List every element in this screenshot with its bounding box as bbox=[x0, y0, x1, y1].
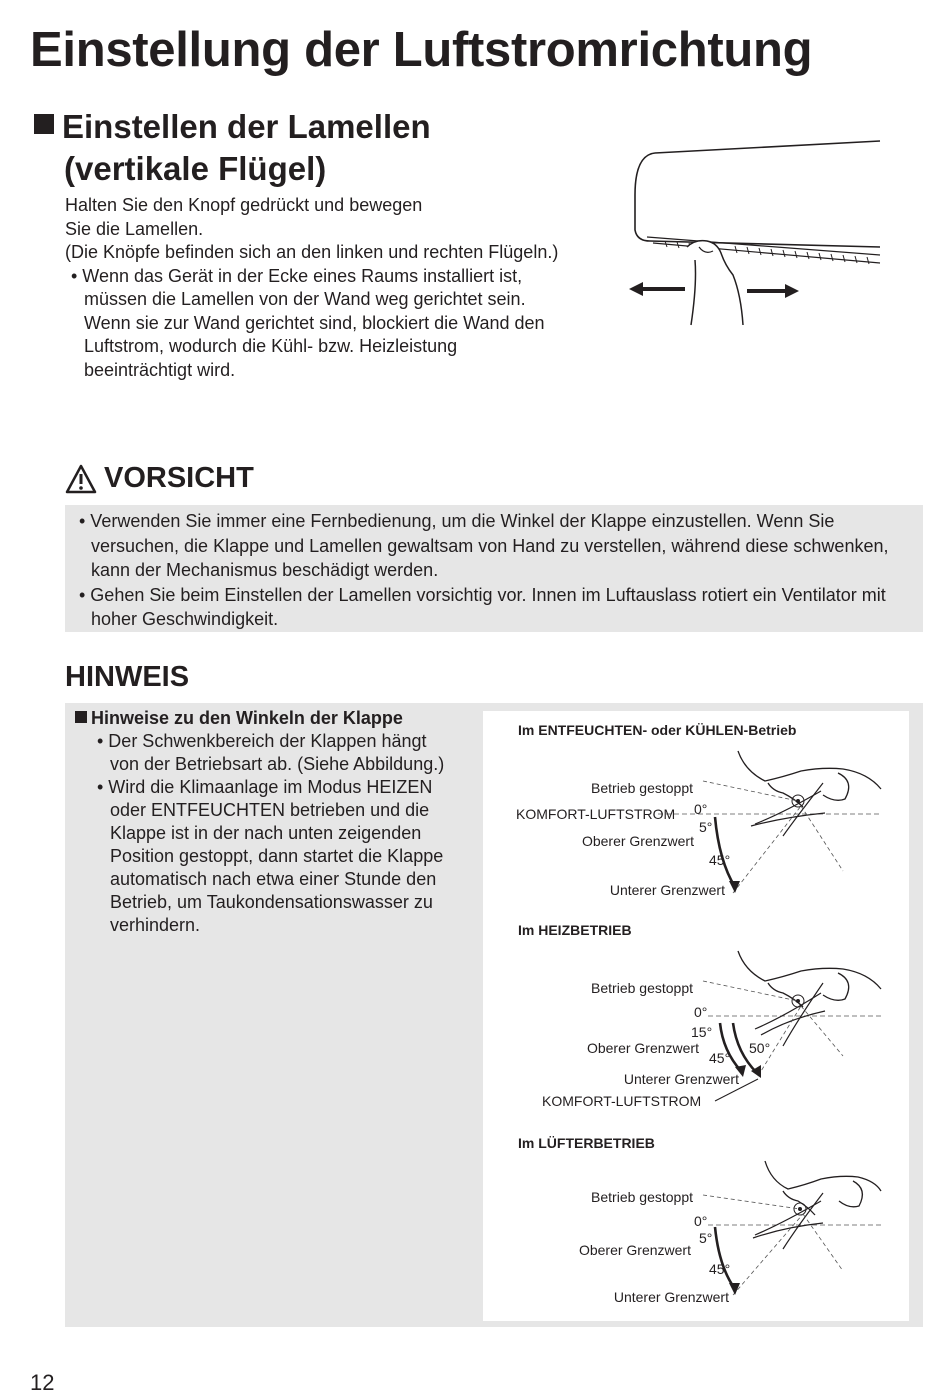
diagram-cool-angle-45: 45° bbox=[709, 852, 731, 868]
flap-angle-diagrams bbox=[483, 711, 909, 1321]
diagram-cool-angle-5: 5° bbox=[699, 819, 713, 835]
note-line: verhindern. bbox=[110, 915, 201, 935]
section-title-line1: Einstellen der Lamellen bbox=[62, 108, 431, 145]
section-title bbox=[34, 106, 431, 190]
louver-adjust-illustration bbox=[625, 135, 885, 335]
diagram-heat-komfort: KOMFORT-LUFTSTROM bbox=[542, 1093, 702, 1109]
diagram-heat-stopped: Betrieb gestoppt bbox=[591, 980, 693, 996]
diagram-heat bbox=[518, 922, 881, 1109]
page-number: 12 bbox=[30, 1370, 55, 1395]
diagram-fan-lower: Unterer Grenzwert bbox=[613, 1289, 729, 1305]
diagram-cool bbox=[516, 722, 881, 898]
diagram-fan-angle-45: 45° bbox=[709, 1261, 731, 1277]
diagram-fan-angle-0: 0° bbox=[694, 1213, 708, 1229]
note-text bbox=[75, 707, 485, 937]
page-title: Einstellung der Luftstromrichtung bbox=[30, 23, 813, 77]
note-subheading bbox=[75, 707, 485, 730]
note-line: Betrieb, um Taukondensationswasser zu bbox=[110, 892, 433, 912]
intro-bullet-line: Wenn sie zur Wand gerichtet sind, blockiert die Wand den bbox=[84, 312, 545, 333]
diagram-heat-title: Im HEIZBETRIEB bbox=[518, 922, 632, 938]
diagram-cool-upper: Oberer Grenzwert bbox=[581, 833, 694, 849]
diagram-heat-lower: Unterer Grenzwert bbox=[623, 1071, 739, 1087]
note-subheading-text: Hinweise zu den Winkeln der Klappe bbox=[91, 708, 403, 728]
diagram-heat-upper: Oberer Grenzwert bbox=[586, 1040, 699, 1056]
diagram-cool-title: Im ENTFEUCHTEN- oder KÜHLEN-Betrieb bbox=[518, 722, 797, 738]
intro-line: (Die Knöpfe befinden sich an den linken und rechten Flügeln.) bbox=[65, 242, 559, 262]
diagram-cool-stopped: Betrieb gestoppt bbox=[591, 780, 693, 796]
square-bullet-icon bbox=[34, 114, 54, 134]
diagram-heat-angle-15: 15° bbox=[691, 1024, 713, 1040]
note-line: • Wird die Klimaanlage im Modus HEIZEN bbox=[97, 777, 433, 797]
note-box bbox=[65, 703, 923, 1327]
diagram-heat-angle-45: 45° bbox=[709, 1050, 731, 1066]
warning-triangle-icon bbox=[65, 464, 97, 494]
intro-text bbox=[65, 194, 605, 382]
intro-bullet-line: • Wenn das Gerät in der Ecke eines Raums installiert ist, bbox=[71, 265, 523, 286]
intro-bullet-line: müssen die Lamellen von der Wand weg gerichtet sein. bbox=[84, 289, 526, 309]
diagram-heat-angle-50: 50° bbox=[749, 1040, 771, 1056]
flap-angle-diagram-svg bbox=[483, 711, 909, 1321]
intro-line: Halten Sie den Knopf gedrückt und bewegen bbox=[65, 195, 423, 215]
note-line: oder ENTFEUCHTEN betrieben und die bbox=[110, 800, 430, 820]
square-bullet-icon bbox=[75, 711, 87, 723]
diagram-fan-angle-5: 5° bbox=[699, 1230, 713, 1246]
caution-heading-text: VORSICHT bbox=[104, 462, 254, 494]
note-line: von der Betriebsart ab. (Siehe Abbildung.) bbox=[110, 754, 445, 774]
diagram-fan-stopped: Betrieb gestoppt bbox=[591, 1189, 693, 1205]
caution-item: • Verwenden Sie immer eine Fernbedienung, um die Winkel der Klappe einzustellen. Wenn Sie versuchen, die Klappe und Lamellen gewaltsam von Hand zu verstellen, während diese schwenken, kann der Mechanismus beschädigt werden. bbox=[79, 511, 889, 580]
caution-box bbox=[65, 505, 923, 632]
note-line: Position gestoppt, dann startet die Klappe bbox=[110, 846, 444, 866]
diagram-fan-upper: Oberer Grenzwert bbox=[578, 1242, 691, 1258]
diagram-fan bbox=[518, 1135, 881, 1305]
note-line: • Der Schwenkbereich der Klappen hängt bbox=[97, 731, 427, 751]
note-line: automatisch nach etwa einer Stunde den bbox=[110, 869, 437, 889]
section-title-line2: (vertikale Flügel) bbox=[64, 150, 327, 187]
note-heading: HINWEIS bbox=[65, 661, 190, 693]
diagram-heat-angle-0: 0° bbox=[694, 1004, 708, 1020]
caution-item: • Gehen Sie beim Einstellen der Lamellen vorsichtig vor. Innen im Luftauslass rotiert ein Ventilator mit hoher Geschwindigkeit. bbox=[79, 584, 886, 629]
diagram-cool-angle-0: 0° bbox=[694, 801, 708, 817]
caution-heading bbox=[65, 462, 254, 495]
diagram-cool-komfort: KOMFORT-LUFTSTROM bbox=[516, 806, 676, 822]
intro-line: Sie die Lamellen. bbox=[65, 218, 204, 239]
diagram-cool-lower: Unterer Grenzwert bbox=[609, 882, 725, 898]
intro-bullet-line: Luftstrom, wodurch die Kühl- bzw. Heizleistung bbox=[84, 336, 458, 356]
note-line: Klappe ist in der nach unten zeigenden bbox=[110, 823, 422, 843]
intro-bullet-line: beeinträchtigt wird. bbox=[84, 359, 236, 380]
diagram-fan-title: Im LÜFTERBETRIEB bbox=[518, 1135, 655, 1151]
